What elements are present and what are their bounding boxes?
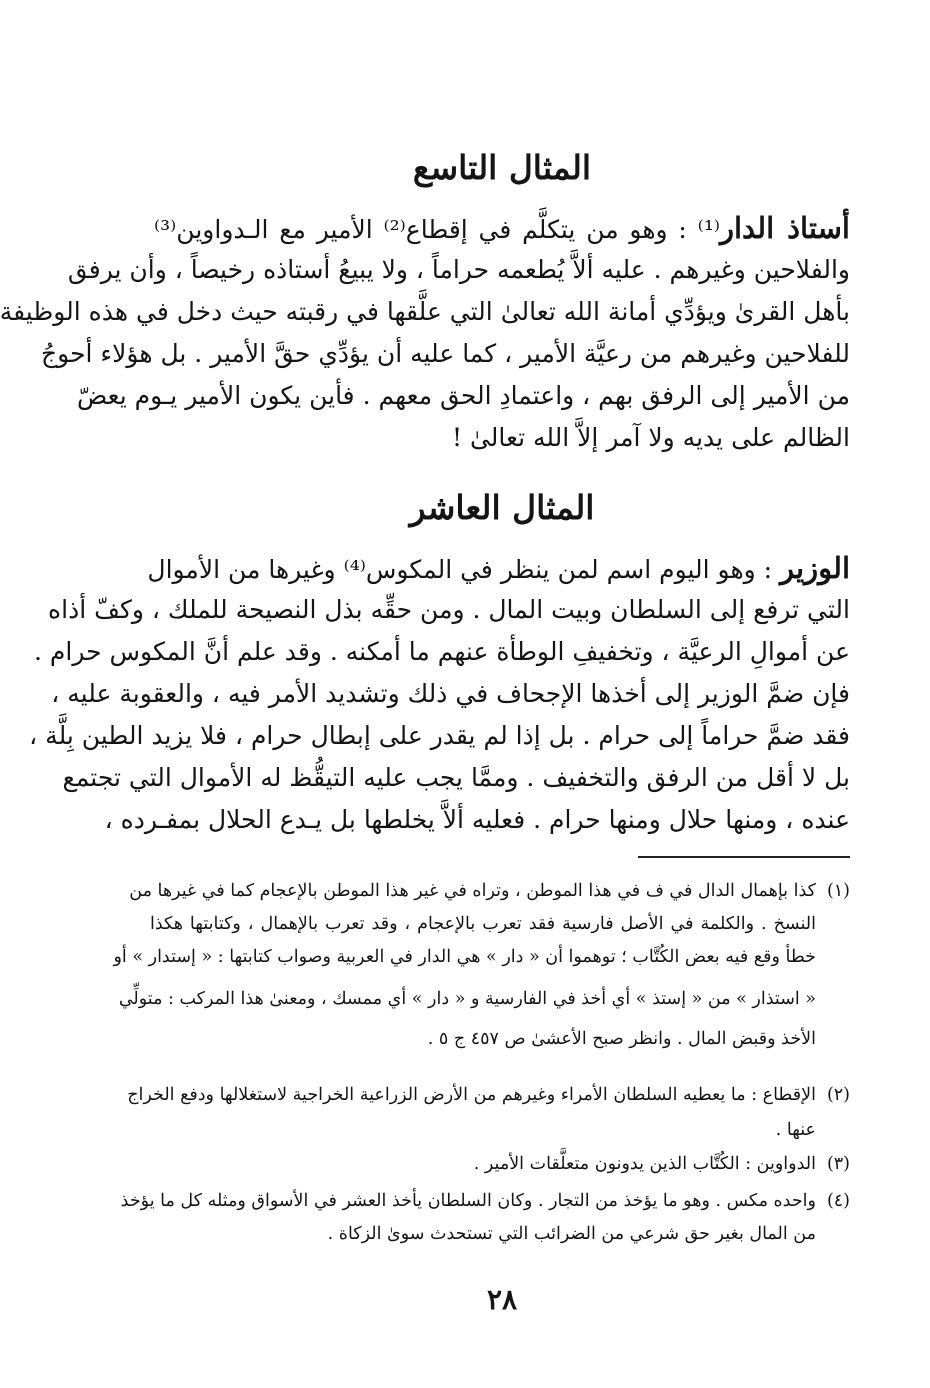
footnote-text: الدواوين : الكُتَّاب الذين يدونون متعلَّقات الأمير . [473, 1154, 816, 1174]
footnote-1-line: « استذار » من « إستذ » أي أخذ في الفارسية و « دار » أي ممسك ، ومعنىٰ هذا المركب : متولِّي [118, 989, 816, 1009]
footnote-2-line [127, 1080, 850, 1111]
body-line: من الأمير إلى الرفق بهم ، واعتمادِ الحق معهم . فأين يكون الأمير يـوم يعضّ [77, 381, 850, 410]
body-line-text: ⁽¹⁾ : وهو من يتكلَّم في إقطاع⁽²⁾ الأمير مع الـدواوين⁽³⁾ [154, 215, 720, 244]
term-ustadh-al-dar: أستاذ الدار [719, 211, 850, 245]
body-line: بأهل القرىٰ ويؤدِّي أمانة الله تعالىٰ التي علَّقها في رقبته حيث دخل في هذه الوظيفة [0, 297, 850, 326]
body-line: عن أموالِ الرعيَّة ، وتخفيفِ الوطأة عنهم ما أمكنه . وقد علم أنَّ المكوس حرام . [34, 637, 850, 666]
footnote-text: كذا بإهمال الدال في ف في هذا الموطن ، وتراه في غير هذا الموطن بالإعجام كما في غيرها من [129, 881, 816, 901]
body-line [154, 208, 850, 248]
body-line: التي ترفع إلى السلطان وبيت المال . ومن حقِّه بذل النصيحة للملك ، وكفّ أذاه [48, 595, 850, 624]
footnote-text: واحده مكس . وهو ما يؤخذ من التجار . وكان السلطان يأخذ العشر في الأسواق ومثله كل ما يؤخذ [120, 1191, 816, 1211]
footnote-4-line [120, 1186, 850, 1217]
footnote-text: الإقطاع : ما يعطيه السلطان الأمراء وغيرهم من الأرض الزراعية الخراجية لاستغلالها ودفع الخراج [127, 1085, 816, 1105]
footnote-2-line: عنها . [775, 1120, 816, 1140]
body-line: فإن ضمَّ الوزير إلى أخذها الإجحاف في ذلك وتشديد الأمر فيه ، والعقوبة عليه ، [51, 679, 850, 708]
body-line-text: : وهو اليوم اسم لمن ينظر في المكوس⁽⁴⁾ وغيرها من الأموال [147, 555, 781, 584]
body-line: عنده ، ومنها حلال ومنها حرام . فعليه ألاَّ يخلطها بل يـدع الحلال بمفـرده ، [104, 805, 850, 834]
footnote-number: (٣) [826, 1154, 850, 1174]
body-line: للفلاحين وغيرهم من رعيَّة الأمير ، كما عليه أن يؤدِّي حقَّ الأمير . بل هؤلاء أحوجُ [41, 339, 850, 368]
body-line [147, 548, 850, 588]
body-line: بل لا أقل من الرفق والتخفيف . وممَّا يجب عليه التيقُّظ له الأموال التي تجتمع [62, 763, 850, 792]
body-line: والفلاحين وغيرهم . عليه ألاَّ يُطعمه حراماً ، ولا يبيعُ أستاذه رخيصاً ، وأن يرفق [67, 255, 850, 284]
footnote-number: (١) [826, 881, 850, 901]
footnote-number: (٢) [826, 1085, 850, 1105]
footnote-separator [638, 856, 850, 858]
footnote-1-line [129, 876, 850, 907]
section-heading-tenth-example: المثال العاشر [409, 488, 595, 527]
footnote-1-line: النسخ . والكلمة في الأصل فارسية فقد تعرب بالإعجام ، وقد تعرب بالإهمال ، وكتابتها هكذا [150, 914, 816, 934]
footnote-4-line: من المال بغير حق شرعي من الضرائب التي تستحدث سوىٰ الزكاة . [327, 1224, 816, 1244]
body-line: فقد ضمَّ حراماً إلى حرام . بل إذا لم يقدر على إبطال حرام ، فلا يزيد الطين بِلَّة ، [29, 721, 850, 750]
section-heading-ninth-example: المثال التاسع [412, 148, 592, 187]
footnote-1-line: الأخذ وقبض المال . وانظر صبح الأعشىٰ ص ٤٥٧ ج ٥ . [427, 1029, 816, 1049]
footnote-3-line [150, 1149, 850, 1180]
term-al-wazir: الوزير [780, 551, 850, 585]
body-line: الظالم على يديه ولا آمر إلاَّ الله تعالىٰ ! [451, 423, 850, 452]
footnote-number: (٤) [826, 1191, 850, 1211]
footnote-1-line: خطأ وقع فيه بعض الكُتَّاب ؛ توهموا أن « دار » هي الدار في العربية وصواب كتابتها : « إستدار » أو [113, 947, 816, 967]
page-number: ٢٨ [486, 1283, 518, 1316]
